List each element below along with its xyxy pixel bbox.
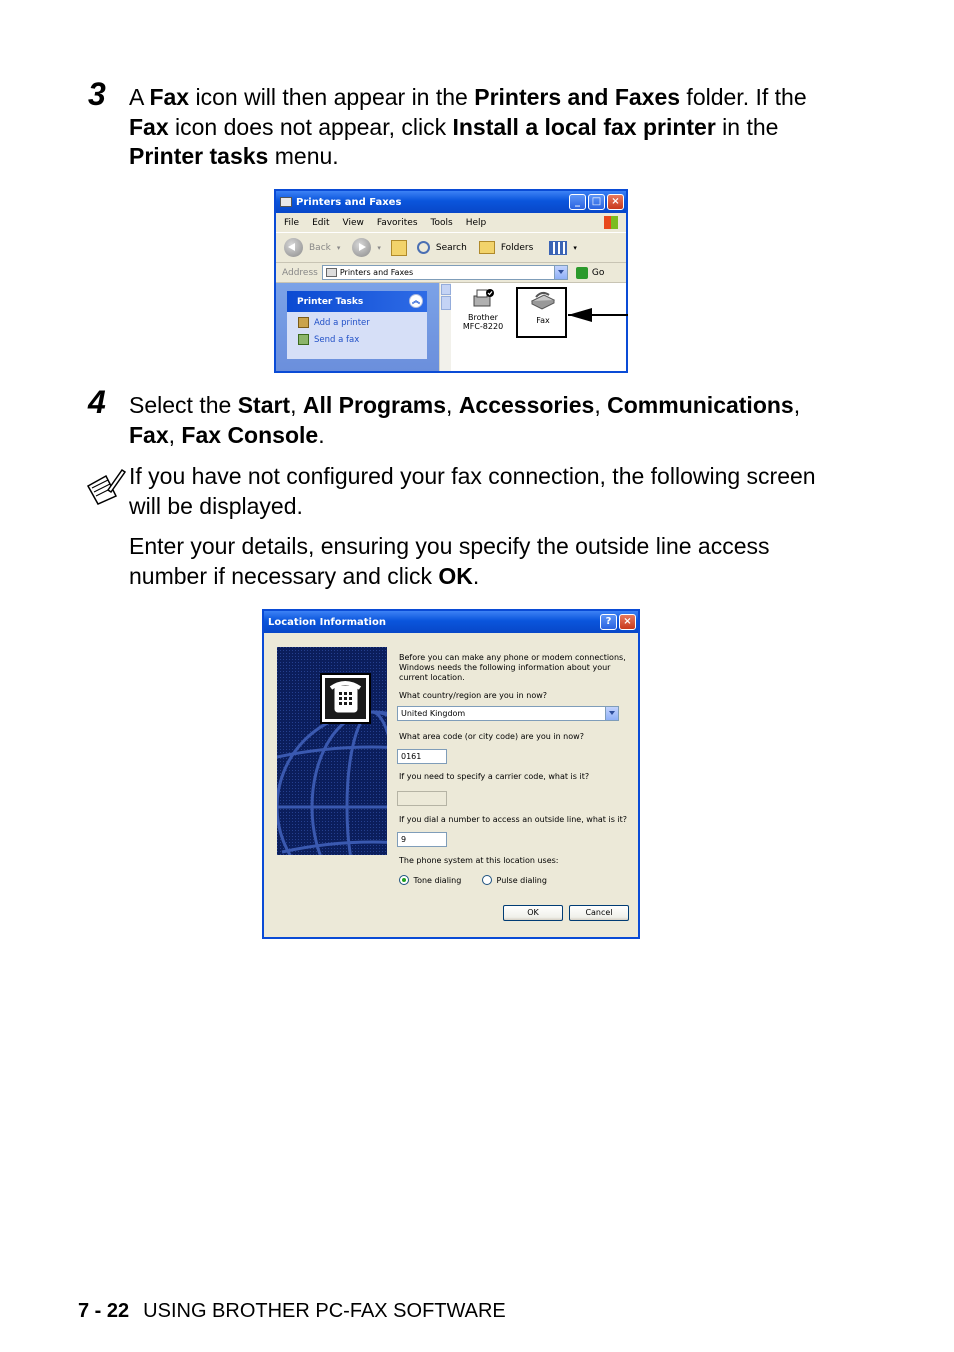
go-button-label[interactable]: Go [591,267,605,278]
windows-logo-icon [604,216,618,229]
menu-help[interactable]: Help [465,217,487,228]
note-pencil-icon [86,468,126,506]
page-number: 7 - 22 [78,1300,130,1322]
printer-tasks-header[interactable] [287,291,427,312]
menu-edit[interactable]: Edit [312,217,330,228]
address-value: Printers and Faxes [339,268,414,277]
step-4-text: Select the Start, All Programs, Accessories, Communications, Fax, Fax Console. [129,392,801,448]
collapse-chevron-icon[interactable]: ︽ [409,294,423,308]
note-instruction: Enter your details, ensuring you specify the outside line access number if necessary and click OK. [129,533,770,589]
dialog-titlebar [264,611,638,633]
menu-favorites[interactable]: Favorites [376,217,418,228]
address-label: Address [282,267,318,278]
carrier-code-question: If you need to specify a carrier code, what is it? [399,772,590,781]
outside-line-question: If you dial a number to access an outside line, what is it? [399,815,628,824]
printers-and-faxes-window [274,189,628,373]
task-send-fax[interactable] [287,331,427,348]
printer-tasks-title: Printer Tasks [297,296,364,307]
close-button[interactable]: × [607,194,624,210]
fax-icon[interactable] [530,289,556,311]
add-printer-icon [298,317,309,328]
menu-view[interactable]: View [342,217,364,228]
printer-icon[interactable] [471,288,495,310]
telephone-icon [320,673,371,724]
pulse-label[interactable]: Pulse dialing [496,875,547,885]
printers-window-titlebar [276,191,626,213]
printers-folder-icon [280,197,292,207]
dialog-close-button[interactable]: × [619,614,636,630]
forward-arrow-icon[interactable] [352,238,371,257]
back-button-label[interactable]: Back [309,242,331,253]
search-button-label[interactable]: Search [435,242,467,253]
back-arrow-icon[interactable] [284,238,303,257]
minimize-button[interactable]: _ [569,194,586,210]
page-footer [78,1300,506,1323]
step-4-number: 4 [88,384,106,420]
step-3-text: A Fax icon will then appear in the Printers and Faxes folder. If the Fax icon does not appear, click Install a local fax printer in the Printer tasks menu. [129,84,807,169]
go-arrow-icon[interactable] [576,267,588,279]
country-question: What country/region are you in now? [399,691,548,700]
outside-line-input[interactable]: 9 [397,832,447,847]
printers-window-title: Printers and Faxes [296,196,402,208]
pulse-dialing-option[interactable] [482,875,547,886]
address-field[interactable] [322,265,568,280]
views-icon[interactable] [549,241,567,255]
toolbar: Back ▾ ▾ Search Folders ▾ [276,233,626,263]
carrier-code-input[interactable] [397,791,447,806]
search-icon[interactable] [417,241,430,254]
tone-label[interactable]: Tone dialing [413,875,462,885]
printer-label-line1: Brother [468,313,498,322]
area-code-question: What area code (or city code) are you in now? [399,732,584,741]
address-bar [276,263,626,283]
country-value: United Kingdom [401,709,466,718]
send-fax-icon [298,334,309,345]
printer-label[interactable] [456,313,510,331]
task-add-printer[interactable] [287,314,427,331]
country-select[interactable] [397,706,619,721]
ok-button[interactable]: OK [503,905,563,921]
printer-label-line2: MFC-8220 [462,322,504,331]
help-button[interactable]: ? [600,614,617,630]
maximize-button[interactable]: □ [588,194,605,210]
scroll-thumb[interactable] [441,296,451,310]
menu-file[interactable]: File [284,217,300,228]
printers-content-area [276,283,626,371]
globe-illustration [277,647,387,855]
up-folder-icon[interactable] [391,240,407,256]
menu-bar [276,213,626,233]
printers-small-icon [326,268,337,277]
step-3-number: 3 [88,76,106,112]
task-add-printer-label[interactable]: Add a printer [314,317,370,328]
scrollbar[interactable] [439,283,451,371]
tone-radio[interactable] [399,875,409,885]
footer-title: USING BROTHER PC-FAX SOFTWARE [143,1300,506,1322]
cancel-button[interactable]: Cancel [569,905,629,921]
pulse-radio[interactable] [482,875,492,885]
folders-icon[interactable] [479,241,495,254]
country-dropdown-icon[interactable] [605,707,618,720]
tone-dialing-option[interactable] [399,875,461,886]
dialog-intro: Before you can make any phone or modem connections, Windows needs the following information about your current location. [399,653,626,682]
location-information-dialog [262,609,640,939]
address-dropdown-icon[interactable] [554,266,567,279]
phone-system-question: The phone system at this location uses: [399,856,559,865]
task-send-fax-label[interactable]: Send a fax [314,334,360,345]
task-pane [276,283,439,371]
note-text: If you have not configured your fax connection, the following screen will be displayed. [129,463,816,519]
folders-button-label[interactable]: Folders [500,242,534,253]
menu-tools[interactable]: Tools [430,217,453,228]
printer-tasks-box [287,291,427,359]
fax-label[interactable]: Fax [536,316,550,325]
area-code-input[interactable]: 0161 [397,749,447,764]
dialog-body [264,633,638,937]
dialog-title: Location Information [268,616,386,628]
scroll-up-icon[interactable] [441,284,451,295]
pointer-arrow-head-icon [568,308,592,322]
